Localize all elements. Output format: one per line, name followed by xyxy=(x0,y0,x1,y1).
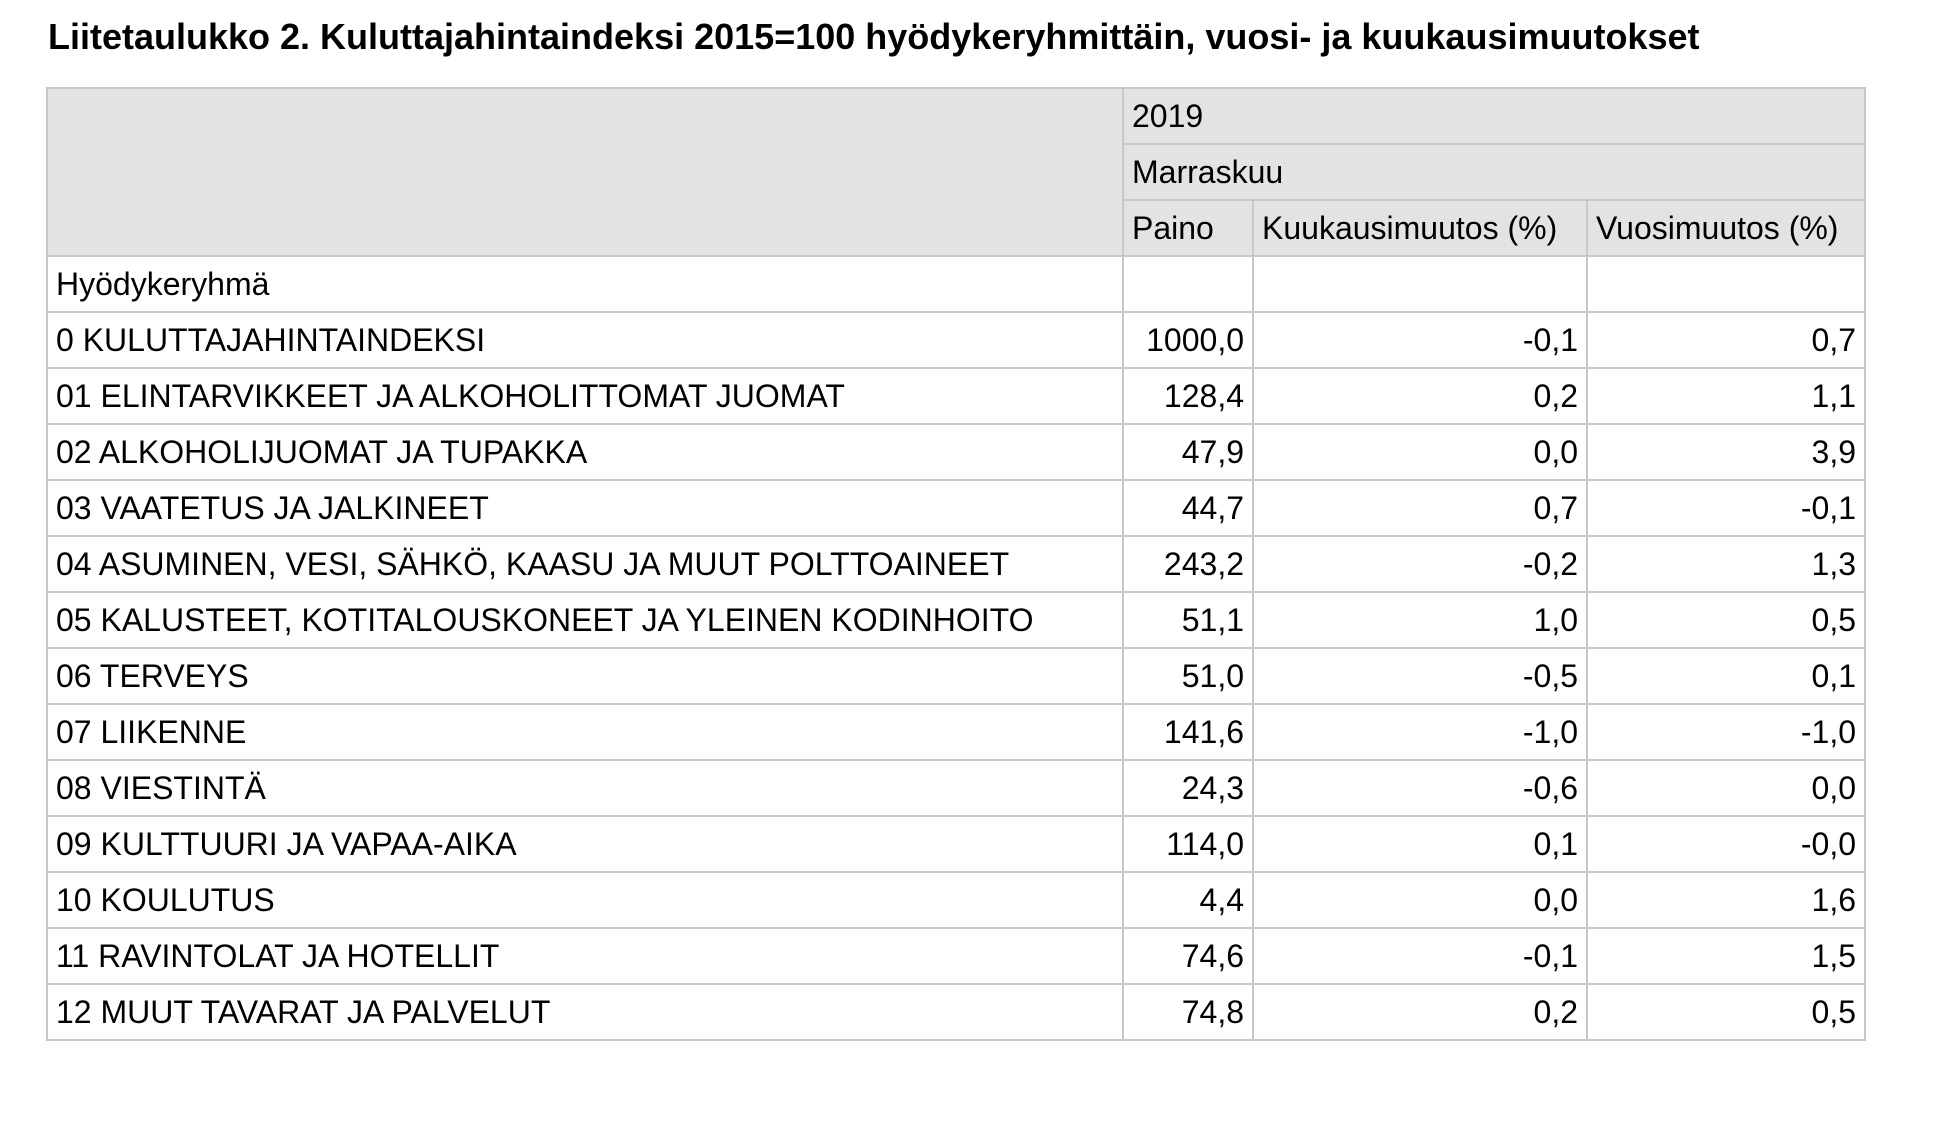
row-label: 06 TERVEYS xyxy=(47,648,1123,704)
header-row-year xyxy=(47,88,1865,144)
row-label: 0 KULUTTAJAHINTAINDEKSI xyxy=(47,312,1123,368)
row-label: 12 MUUT TAVARAT JA PALVELUT xyxy=(47,984,1123,1040)
row-annual-change: 0,1 xyxy=(1587,648,1865,704)
row-annual-change: 1,1 xyxy=(1587,368,1865,424)
row-weight: 243,2 xyxy=(1123,536,1253,592)
row-weight: 74,6 xyxy=(1123,928,1253,984)
row-weight: 74,8 xyxy=(1123,984,1253,1040)
row-annual-change: -0,1 xyxy=(1587,480,1865,536)
header-weight: Paino xyxy=(1123,200,1253,256)
row-monthly-change: 0,0 xyxy=(1253,872,1587,928)
row-weight: 51,0 xyxy=(1123,648,1253,704)
row-annual-change: 0,5 xyxy=(1587,592,1865,648)
row-label: 05 KALUSTEET, KOTITALOUSKONEET JA YLEINEN KODINHOITO xyxy=(47,592,1123,648)
row-label: 11 RAVINTOLAT JA HOTELLIT xyxy=(47,928,1123,984)
row-monthly-change: -0,1 xyxy=(1253,928,1587,984)
row-monthly-change: -0,2 xyxy=(1253,536,1587,592)
row-weight: 44,7 xyxy=(1123,480,1253,536)
row-annual-change: 1,6 xyxy=(1587,872,1865,928)
row-label: 07 LIIKENNE xyxy=(47,704,1123,760)
row-label: 02 ALKOHOLIJUOMAT JA TUPAKKA xyxy=(47,424,1123,480)
table-row xyxy=(47,760,1865,816)
row-label: 08 VIESTINTÄ xyxy=(47,760,1123,816)
row-monthly-change: -1,0 xyxy=(1253,704,1587,760)
row-annual-change: 1,3 xyxy=(1587,536,1865,592)
header-month: Marraskuu xyxy=(1123,144,1865,200)
row-annual-change: 3,9 xyxy=(1587,424,1865,480)
table-row xyxy=(47,480,1865,536)
table-row xyxy=(47,704,1865,760)
row-monthly-change: 0,2 xyxy=(1253,984,1587,1040)
row-weight: 4,4 xyxy=(1123,872,1253,928)
header-corner-cell xyxy=(47,88,1123,256)
row-weight: 24,3 xyxy=(1123,760,1253,816)
table-body xyxy=(47,256,1865,1040)
row-annual-change: 0,7 xyxy=(1587,312,1865,368)
group-header-label: Hyödykeryhmä xyxy=(47,256,1123,312)
table-row xyxy=(47,648,1865,704)
row-monthly-change: -0,6 xyxy=(1253,760,1587,816)
cpi-table xyxy=(46,87,1866,1041)
table-row xyxy=(47,872,1865,928)
row-weight: 51,1 xyxy=(1123,592,1253,648)
row-monthly-change: 0,1 xyxy=(1253,816,1587,872)
row-annual-change: -0,0 xyxy=(1587,816,1865,872)
empty-cell xyxy=(1123,256,1253,312)
table-row xyxy=(47,368,1865,424)
row-monthly-change: -0,1 xyxy=(1253,312,1587,368)
row-monthly-change: 0,7 xyxy=(1253,480,1587,536)
empty-cell xyxy=(1587,256,1865,312)
group-header-row xyxy=(47,256,1865,312)
row-monthly-change: 0,2 xyxy=(1253,368,1587,424)
table-row xyxy=(47,592,1865,648)
row-label: 01 ELINTARVIKKEET JA ALKOHOLITTOMAT JUOMAT xyxy=(47,368,1123,424)
row-monthly-change: 0,0 xyxy=(1253,424,1587,480)
row-weight: 47,9 xyxy=(1123,424,1253,480)
row-label: 10 KOULUTUS xyxy=(47,872,1123,928)
row-monthly-change: -0,5 xyxy=(1253,648,1587,704)
row-label: 09 KULTTUURI JA VAPAA-AIKA xyxy=(47,816,1123,872)
table-row xyxy=(47,312,1865,368)
row-label: 03 VAATETUS JA JALKINEET xyxy=(47,480,1123,536)
row-weight: 128,4 xyxy=(1123,368,1253,424)
row-weight: 141,6 xyxy=(1123,704,1253,760)
page-title: Liitetaulukko 2. Kuluttajahintaindeksi 2015=100 hyödykeryhmittäin, vuosi- ja kuukausimuutokset xyxy=(48,16,1700,57)
row-annual-change: 1,5 xyxy=(1587,928,1865,984)
header-annual-change: Vuosimuutos (%) xyxy=(1587,200,1865,256)
row-label: 04 ASUMINEN, VESI, SÄHKÖ, KAASU JA MUUT POLTTOAINEET xyxy=(47,536,1123,592)
row-annual-change: 0,5 xyxy=(1587,984,1865,1040)
row-weight: 114,0 xyxy=(1123,816,1253,872)
table-header xyxy=(47,88,1865,256)
row-weight: 1000,0 xyxy=(1123,312,1253,368)
empty-cell xyxy=(1253,256,1587,312)
row-monthly-change: 1,0 xyxy=(1253,592,1587,648)
table-row xyxy=(47,536,1865,592)
header-year: 2019 xyxy=(1123,88,1865,144)
table-row xyxy=(47,928,1865,984)
table-row xyxy=(47,816,1865,872)
table-row xyxy=(47,984,1865,1040)
row-annual-change: 0,0 xyxy=(1587,760,1865,816)
table-row xyxy=(47,424,1865,480)
header-monthly-change: Kuukausimuutos (%) xyxy=(1253,200,1587,256)
row-annual-change: -1,0 xyxy=(1587,704,1865,760)
